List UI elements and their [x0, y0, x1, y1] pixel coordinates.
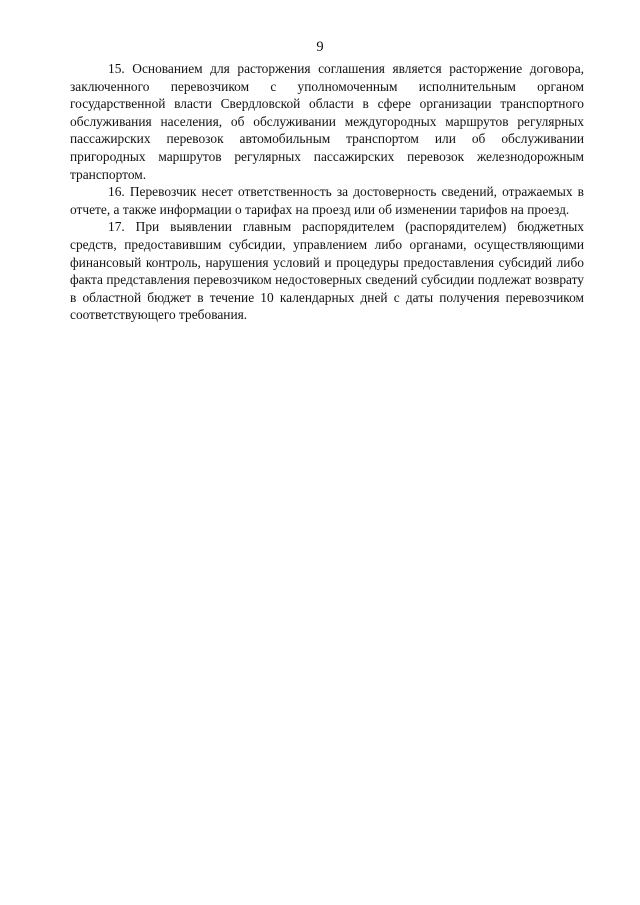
paragraph-17: 17. При выявлении главным распорядителем (распорядителем) бюджетных средств, предоставившим субсидии, управлением либо органами, осуществляющими финансовый контроль, нарушения условий и процедуры предоставления субсидий либо факта представления перевозчиком недостоверных сведений субсидии подлежат возврату в областной бюджет в течение 10 календарных дней с даты получения перевозчиком соответствующего требования.	[70, 219, 584, 323]
paragraph-16: 16. Перевозчик несет ответственность за достоверность сведений, отражаемых в отчете, а также информации о тарифах на проезд или об изменении тарифов на проезд.	[70, 184, 584, 217]
document-body	[70, 60, 584, 324]
page-number: 9	[316, 39, 324, 55]
paragraph-15: 15. Основанием для расторжения соглашения является расторжение договора, заключенного перевозчиком с уполномоченным исполнительным органом государственной власти Свердловской области в сфере организации транспортного обслуживания населения, об обслуживании междугородных маршрутов регулярных пассажирских перевозок автомобильным транспортом или об обслуживании пригородных маршрутов регулярных пассажирских перевозок железнодорожным транспортом.	[70, 61, 584, 182]
